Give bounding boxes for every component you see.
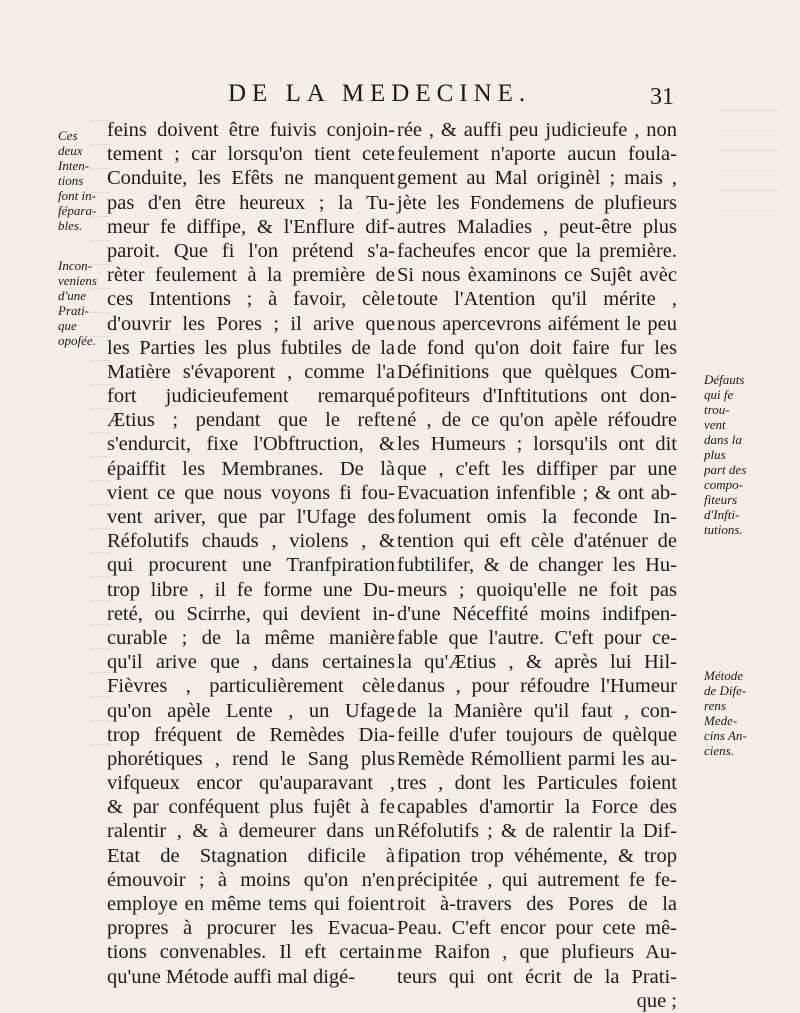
margin-note-line: fépara- xyxy=(58,203,97,218)
text-line: me Raifon , que plufieurs Au- xyxy=(397,941,677,964)
text-line: la qu'Ætius , & après lui Hil- xyxy=(397,651,677,674)
margin-note-line: tions xyxy=(58,173,84,188)
text-line: tement ; car lorsqu'on tient cete xyxy=(107,143,395,166)
text-line: précipitée , qui autrement fe fe- xyxy=(397,868,677,891)
text-line: feille d'ufer toujours de quèlque xyxy=(397,723,677,746)
text-line: autres Maladies , peut-être plus xyxy=(397,215,677,238)
text-line: curable ; de la même manière xyxy=(107,626,395,649)
text-line: paroit. Que fi l'on prétend s'a- xyxy=(107,239,395,262)
margin-note-line: cins An- xyxy=(704,728,747,743)
margin-note-line: de Dife- xyxy=(704,683,747,698)
text-line: Définitions que quèlques Com- xyxy=(397,360,677,383)
text-line: de la Manière qu'il faut , con- xyxy=(397,699,677,722)
show-through-right xyxy=(720,110,780,230)
text-line: & par conféquent plus fujêt à fe xyxy=(107,796,395,819)
margin-note-line: d'une xyxy=(58,288,87,303)
margin-note-line: Incon- xyxy=(58,258,92,273)
text-line: Fièvres , particulièrement cèle xyxy=(107,675,395,698)
text-line: trop libre , il fe forme une Du- xyxy=(107,578,395,601)
text-line: Matière s'évaporent , comme l'a xyxy=(107,360,395,383)
text-line: meur fe diffipe, & l'Enflure dif- xyxy=(107,215,395,238)
text-line: employe en même tems qui foient xyxy=(107,893,395,915)
text-line: qu'une Métode auffi mal digé- xyxy=(107,965,356,988)
text-line: capables d'amortir la Force des xyxy=(397,796,677,819)
text-line: danus , pour réfoudre l'Humeur xyxy=(397,675,677,698)
text-line: vient ce que nous voyons fi fou- xyxy=(107,481,395,504)
margin-note-defauts xyxy=(704,372,746,537)
margin-note-line: fiteurs xyxy=(704,492,738,507)
text-line: Ætius ; pendant que le refte xyxy=(107,409,395,432)
margin-note-line: part des xyxy=(704,462,747,477)
text-line: tention qui eft cèle d'aténuer de xyxy=(397,530,677,553)
text-line: que ; xyxy=(636,989,677,1012)
margin-note-line: Ces xyxy=(58,128,78,143)
text-line: folument omis la feconde In- xyxy=(397,506,677,528)
margin-note-line: font in- xyxy=(58,188,96,203)
margin-note-line: dans la xyxy=(704,432,742,447)
text-line: pofiteurs d'Inftitutions ont don- xyxy=(397,385,677,408)
text-line: vifqueux encor qu'auparavant , xyxy=(107,772,395,795)
text-line: Conduite, les Efêts ne manquent xyxy=(107,167,395,190)
margin-note-line: deux xyxy=(58,143,83,158)
text-line: Etat de Stagnation dificile à xyxy=(107,844,395,867)
text-line: feulement n'aporte aucun foula- xyxy=(397,143,677,166)
text-line: gement au Mal originèl ; mais , xyxy=(397,167,677,190)
text-line: né , de ce qu'on apèle réfoudre xyxy=(397,409,677,432)
text-line: s'endurcit, fixe l'Obftruction, & xyxy=(107,433,395,456)
text-line: que , c'eft les diffiper par une xyxy=(397,457,677,480)
margin-note-line: Métode xyxy=(704,668,743,683)
text-line: rée , & auffi peu judicieufe , non xyxy=(397,119,677,141)
margin-note-line: tutions. xyxy=(704,522,743,537)
text-line: reté, ou Scirrhe, qui devient in- xyxy=(107,602,395,625)
margin-note-line: bles. xyxy=(58,218,83,233)
text-line: qu'il arive que , dans certaines xyxy=(107,651,395,674)
text-line: propres à procurer les Evacua- xyxy=(107,917,395,940)
text-line: Remède Rémollient parmi les au- xyxy=(397,747,677,770)
text-column-right xyxy=(397,118,677,1013)
text-line: teurs qui ont écrit de la Prati- xyxy=(397,965,677,988)
margin-note-line: opofée. xyxy=(58,333,96,348)
text-line: fort judicieufement remarqué xyxy=(107,385,395,408)
text-line: toute l'Atention qu'il mérite , xyxy=(397,288,677,311)
text-line: d'une Néceffité moins indifpen- xyxy=(397,602,677,625)
text-line: les Humeurs ; lorsqu'ils ont dit xyxy=(397,433,677,456)
margin-note-line: rens xyxy=(704,698,726,713)
text-line: d'ouvrir les Pores ; il arive que xyxy=(107,312,395,335)
text-line: trop fréquent de Remèdes Dia- xyxy=(107,723,395,746)
text-line: Peau. C'eft encor pour cete mê- xyxy=(397,917,677,940)
margin-note-line: ciens. xyxy=(704,743,734,758)
text-line: facheufes encor que la première. xyxy=(397,239,677,262)
margin-note-line: plus xyxy=(704,447,726,462)
margin-note-line: Inten- xyxy=(58,158,90,173)
text-line: phorétiques , rend le Sang plus xyxy=(107,747,395,770)
margin-note-line: trou- xyxy=(704,402,730,417)
text-line: Réfolutifs ; & de ralentir la Dif- xyxy=(397,820,677,843)
text-line: les Parties les plus fubtiles de la xyxy=(107,336,395,359)
text-line: qu'on apèle Lente , un Ufage xyxy=(107,699,395,722)
margin-note-inseparable xyxy=(58,128,96,233)
text-column-left xyxy=(107,118,395,989)
text-line: fubtilifer, & de changer les Hu- xyxy=(397,554,677,577)
margin-note-inconveniens xyxy=(58,258,97,348)
margin-note-line: Défauts xyxy=(704,372,745,387)
text-line: de fond qu'on doit faire fur les xyxy=(397,336,677,359)
margin-note-line: compo- xyxy=(704,477,743,492)
text-line: émouvoir ; à moins qu'on n'en xyxy=(107,868,395,891)
margin-note-metode xyxy=(704,668,747,758)
margin-note-line: qui fe xyxy=(704,387,734,402)
margin-note-line: Mede- xyxy=(704,713,738,728)
text-line: ralentir , & à demeurer dans un xyxy=(107,820,395,843)
margin-note-line: veniens xyxy=(58,273,97,288)
text-line: vent ariver, que par l'Ufage des xyxy=(107,506,395,528)
text-line: Si nous èxaminons ce Sujêt avèc xyxy=(397,264,677,287)
text-line: tions convenables. Il eft certain xyxy=(107,941,395,964)
margin-note-line: d'Infti- xyxy=(704,507,740,522)
text-line: qui procurent une Tranfpiration xyxy=(107,554,395,577)
text-line: fable que l'autre. C'eft pour ce- xyxy=(397,626,677,649)
margin-note-line: Prati- xyxy=(58,303,90,318)
margin-note-line: vent xyxy=(704,417,726,432)
text-line: rèter feulement à la première de xyxy=(107,264,395,287)
text-line: tres , dont les Particules foient xyxy=(397,772,677,795)
margin-note-line: que xyxy=(58,318,77,333)
text-line: roit à-travers des Pores de la xyxy=(397,893,677,915)
text-line: jète les Fondemens de plufieurs xyxy=(397,191,677,214)
page-number: 31 xyxy=(650,84,674,110)
text-line: ces Intentions ; à favoir, cèle xyxy=(107,288,395,311)
running-head: DE LA MEDECINE. xyxy=(228,80,532,107)
text-line: nous apercevrons aifément le peu xyxy=(397,312,677,335)
text-line: feins doivent être fuivis conjoin- xyxy=(107,119,395,141)
text-line: Evacuation infenfible ; & ont ab- xyxy=(397,481,677,504)
text-line: épaiffit les Membranes. De là xyxy=(107,457,395,480)
text-line: pas d'en être heureux ; la Tu- xyxy=(107,191,395,214)
text-line: fipation trop véhémente, & trop xyxy=(397,844,677,867)
text-line: Réfolutifs chauds , violens , & xyxy=(107,530,395,553)
text-line: meurs ; quoiqu'elle ne foit pas xyxy=(397,578,677,601)
